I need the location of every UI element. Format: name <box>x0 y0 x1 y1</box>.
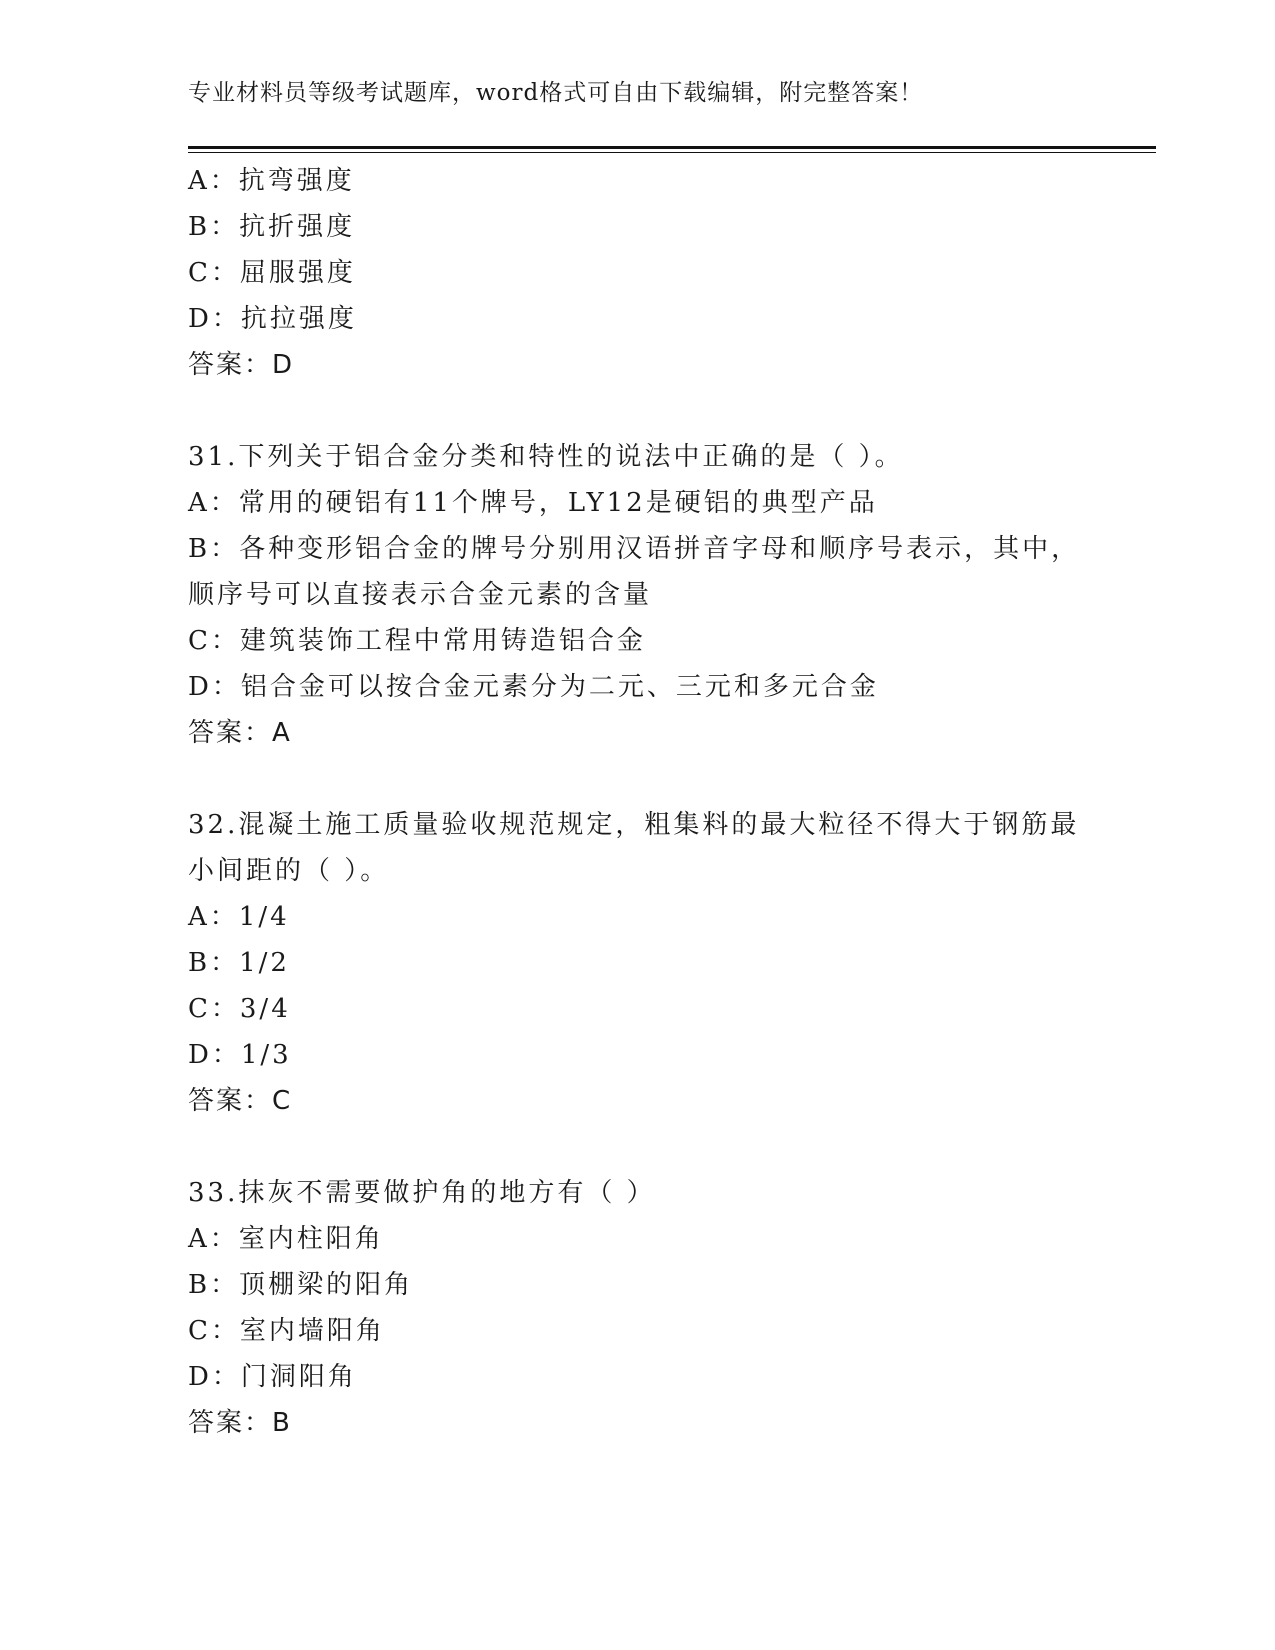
option-a: A：室内柱阳角 <box>188 1224 384 1254</box>
option-d: D：抗拉强度 <box>188 304 357 334</box>
option-b: B：各种变形铝合金的牌号分别用汉语拼音字母和顺序号表示，其中， <box>188 534 1081 564</box>
question-list <box>188 158 1088 1492</box>
option-a: A：常用的硬铝有11个牌号，LY12是硬铝的典型产品 <box>188 488 878 518</box>
answer: 答案：D <box>188 350 295 380</box>
option-a: A：抗弯强度 <box>188 166 355 196</box>
option-c: C：屈服强度 <box>188 258 356 288</box>
option-d: D：铝合金可以按合金元素分为二元、三元和多元合金 <box>188 672 879 702</box>
question-stem: 33.抹灰不需要做护角的地方有（ ） <box>188 1178 656 1208</box>
option-b: B：抗折强度 <box>188 212 356 242</box>
question-30 <box>188 158 1088 388</box>
option-d: D：门洞阳角 <box>188 1362 357 1392</box>
question-31 <box>188 434 1088 756</box>
option-b: B：顶棚梁的阳角 <box>188 1270 414 1300</box>
question-32 <box>188 802 1088 1124</box>
answer: 答案：C <box>188 1086 293 1116</box>
option-b-continued: 顺序号可以直接表示合金元素的含量 <box>188 580 653 610</box>
answer: 答案：B <box>188 1408 292 1438</box>
option-c: C：建筑装饰工程中常用铸造铝合金 <box>188 626 646 656</box>
answer: 答案：A <box>188 718 292 748</box>
question-stem: 32.混凝土施工质量验收规范规定，粗集料的最大粒径不得大于钢筋最 <box>188 810 1080 840</box>
option-b: B：1/2 <box>188 948 290 978</box>
option-d: D：1/3 <box>188 1040 292 1070</box>
question-33 <box>188 1170 1088 1446</box>
option-c: C：3/4 <box>188 994 291 1024</box>
option-a: A：1/4 <box>188 902 290 932</box>
question-stem-continued: 小间距的（ ）。 <box>188 856 390 886</box>
question-stem: 31.下列关于铝合金分类和特性的说法中正确的是（ ）。 <box>188 442 904 472</box>
header-rule-thin <box>188 152 1156 153</box>
header-rule-thick <box>188 146 1156 149</box>
option-c: C：室内墙阳角 <box>188 1316 385 1346</box>
page-header: 专业材料员等级考试题库，word格式可自由下载编辑，附完整答案！ <box>188 80 924 106</box>
